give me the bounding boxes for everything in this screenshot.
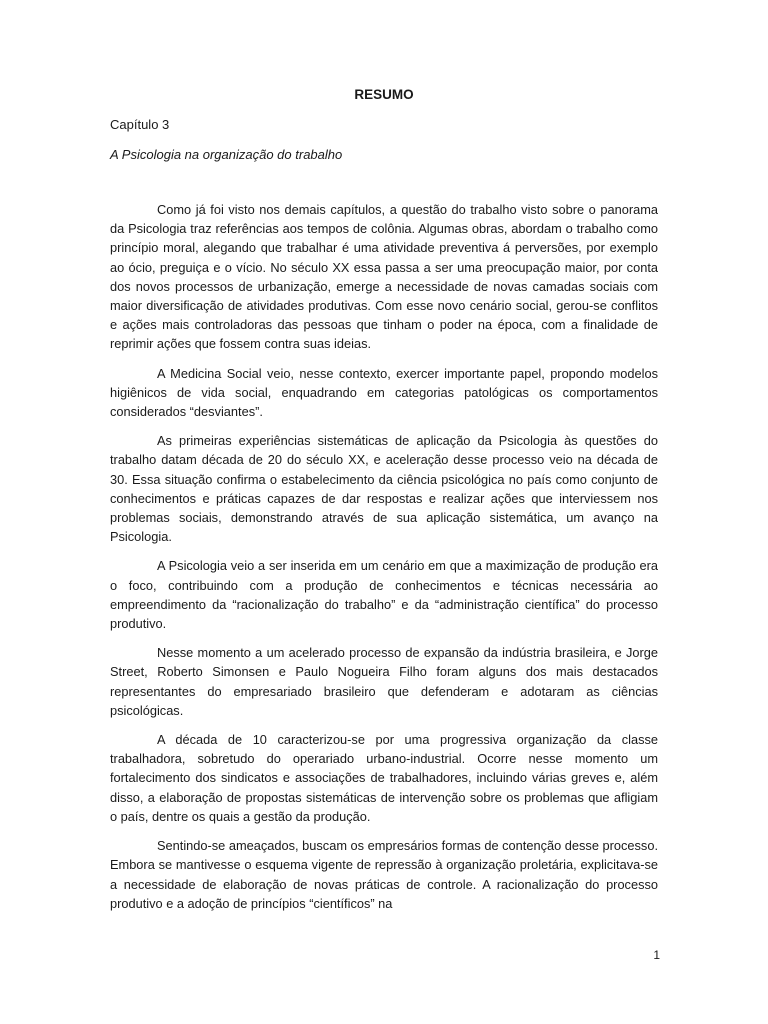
paragraph-6: A década de 10 caracterizou-se por uma progressiva organização da classe trabalhadora, sobretudo do operariado urbano-industrial. Ocorre nesse momento um fortalecimento dos sindicatos e associações de trabalhadores, incluindo várias greves e, além disso, a elaboração de propostas sistemáticas de intervenção sobre os problemas que afligiam o país, dentre os quais a gestão da produção. — [110, 732, 658, 824]
paragraph-1: Como já foi visto nos demais capítulos, a questão do trabalho visto sobre o panorama da Psicologia traz referências aos tempos de colônia. Algumas obras, abordam o trabalho como princípio moral, alegando que trabalhar é uma atividade preventiva á perversões, por exemplo ao ócio, preguiça e o vício. No século XX essa passa a ser uma preocupação maior, por conta dos novos processos de urbanização, emerge a necessidade de novas camadas sociais com maior diversificação de atividades produtivas. Com esse novo cenário social, gerou-se conflitos e ações mais controladoras das pessoas que tinham o poder na época, com a finalidade de reprimir ações que fossem contra suas ideias. — [110, 202, 658, 352]
paragraph-3: As primeiras experiências sistemáticas de aplicação da Psicologia às questões do trabalho datam década de 20 do século XX, e aceleração desse processo veio na década de 30. Essa situação confirma o estabelecimento da ciência psicológica no país como conjunto de conhecimentos e práticas capazes de dar respostas e realizar ações que interviessem nos problemas sociais, demonstrando através de sua aplicação sistemática, um avanço na Psicologia. — [110, 433, 658, 545]
document-title: RESUMO — [354, 87, 414, 102]
paragraph-2: A Medicina Social veio, nesse contexto, exercer importante papel, propondo modelos higiênicos de vida social, enquadrando em categorias patológicas os comportamentos considerados “desviantes”. — [110, 365, 658, 420]
page-number: 1 — [653, 948, 660, 962]
paragraph-5: Nesse momento a um acelerado processo de expansão da indústria brasileira, e Jorge Street, Roberto Simonsen e Paulo Nogueira Filho foram alguns dos mais destacados representantes do empresariado brasileiro que defenderam e adotaram as ciências psicológicas. — [110, 645, 658, 718]
paragraph-7: Sentindo-se ameaçados, buscam os empresários formas de contenção desse processo. Embora se mantivesse o esquema vigente de repressão à organização proletária, explicitava-se a necessidade de elaboração de novas práticas de controle. A racionalização do processo produtivo e a adoção de princípios “científicos” na — [110, 838, 658, 911]
chapter-subtitle: A Psicologia na organização do trabalho — [110, 147, 343, 162]
paragraph-4: A Psicologia veio a ser inserida em um cenário em que a maximização de produção era o foco, contribuindo com a produção de conhecimentos e técnicas necessária ao empreendimento da “racionalização do trabalho” e da “administração científica” do processo produtivo. — [110, 558, 658, 632]
chapter-heading: Capítulo 3 — [110, 117, 170, 132]
document-body — [110, 86, 658, 923]
